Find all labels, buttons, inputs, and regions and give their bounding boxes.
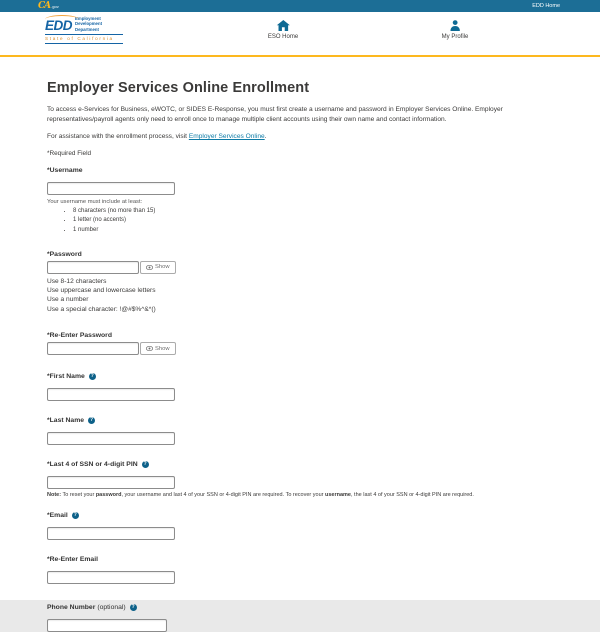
ca-gov-logo-ca: CA xyxy=(38,0,51,11)
password-label: *Password xyxy=(47,250,82,258)
assistance-prefix: For assistance with the enrollment process, visit xyxy=(47,133,189,141)
password-show-button[interactable] xyxy=(140,261,176,274)
ssn-pin-group xyxy=(47,461,553,498)
edd-logo-line-2: Development xyxy=(75,21,102,27)
username-rule: • 1 letter (no accents) xyxy=(73,217,553,223)
edd-logo-divider-top xyxy=(45,34,123,35)
employer-services-online-link[interactable]: Employer Services Online xyxy=(188,133,265,141)
ssn-pin-input[interactable] xyxy=(47,476,175,489)
username-label: *Username xyxy=(47,166,83,174)
email-label: *Email xyxy=(47,512,68,520)
phone-help-icon[interactable]: ? xyxy=(131,604,135,611)
person-icon xyxy=(449,20,460,31)
ssn-note-text: , your username and last 4 of your SSN or 4-digit PIN are required. To recover your xyxy=(121,492,325,499)
username-rules-intro: Your username must include at least: xyxy=(47,198,143,205)
first-name-group xyxy=(47,373,553,401)
reenter-password-group xyxy=(47,332,553,355)
edd-logo-acronym: EDD xyxy=(45,17,73,33)
last-name-group xyxy=(47,417,553,445)
phone-label-optional: (optional) xyxy=(97,604,126,612)
reenter-password-label: *Re-Enter Password xyxy=(47,332,112,340)
username-rule: • 1 number xyxy=(73,227,553,233)
edd-logo-line-1: Employment xyxy=(75,16,101,21)
edd-logo-tagline: State of California xyxy=(45,36,114,42)
reenter-password-input[interactable] xyxy=(47,342,139,355)
ssn-note-text: To reset your xyxy=(61,492,96,499)
ssn-pin-note xyxy=(47,492,553,498)
edd-logo-lines xyxy=(75,16,102,32)
ssn-note-bold: password xyxy=(95,492,122,499)
main-content xyxy=(0,57,600,632)
password-rule: Use 8-12 characters xyxy=(47,277,107,285)
ssn-pin-label: *Last 4 of SSN or 4-digit PIN xyxy=(47,461,138,469)
nav-eso-home[interactable] xyxy=(268,20,298,40)
password-rule: Use a number xyxy=(47,296,89,304)
ssn-note-bold: Note: xyxy=(47,492,62,499)
reenter-password-show-button[interactable] xyxy=(140,342,176,355)
username-group xyxy=(47,167,553,233)
site-header xyxy=(0,12,600,57)
required-field-note: *Required Field xyxy=(47,149,92,157)
password-rule: Use uppercase and lowercase letters xyxy=(47,287,156,294)
edd-logo-divider-bottom xyxy=(45,43,123,44)
first-name-label: *First Name xyxy=(47,373,85,381)
phone-group xyxy=(47,604,553,632)
eye-icon xyxy=(146,265,153,270)
first-name-input[interactable] xyxy=(47,388,175,401)
home-icon xyxy=(277,20,290,31)
last-name-input[interactable] xyxy=(47,432,175,445)
phone-input[interactable] xyxy=(47,619,167,632)
intro-paragraph: To access e-Services for Business, eWOTC, or SIDES E-Response, you must first create a username and password in Employer Services Online. Employer representatives/payroll agents only need to enroll once to manage multiple client accounts using their own name and contact information. xyxy=(47,106,503,123)
password-group xyxy=(47,251,553,314)
first-name-help-icon[interactable]: ? xyxy=(90,373,94,380)
password-rule: Use a special character: !@#$%^&*() xyxy=(47,305,156,313)
reenter-email-group xyxy=(47,556,553,584)
assistance-line xyxy=(47,132,553,142)
ca-gov-logo[interactable] xyxy=(38,2,59,11)
last-name-label: *Last Name xyxy=(47,417,85,425)
password-input[interactable] xyxy=(47,261,139,274)
utility-bar xyxy=(0,0,600,12)
reenter-email-label: *Re-Enter Email xyxy=(47,556,98,564)
edd-home-link[interactable]: EDD Home xyxy=(532,3,560,9)
nav-my-profile-label: My Profile xyxy=(441,34,469,40)
ssn-note-bold: username xyxy=(325,492,351,499)
email-help-icon[interactable]: ? xyxy=(73,512,77,519)
reenter-email-input[interactable] xyxy=(47,571,175,584)
edd-logo[interactable] xyxy=(45,16,125,44)
eye-icon xyxy=(146,346,153,351)
phone-label: Phone Number xyxy=(47,604,96,612)
email-input[interactable] xyxy=(47,527,175,540)
nav-my-profile[interactable] xyxy=(442,20,469,40)
assistance-suffix: . xyxy=(264,133,267,141)
page-title: Employer Services Online Enrollment xyxy=(47,80,310,96)
username-rule: • 8 characters (no more than 15) xyxy=(73,208,553,214)
email-group xyxy=(47,512,553,540)
edd-logo-swoosh xyxy=(45,15,79,24)
username-rules-list xyxy=(47,208,553,233)
edd-logo-line-3: Department xyxy=(75,26,99,32)
ssn-pin-help-icon[interactable]: ? xyxy=(143,461,147,468)
nav-eso-home-label: ESO Home xyxy=(267,34,299,40)
reenter-password-show-label: Show xyxy=(155,345,170,352)
username-input[interactable] xyxy=(47,182,175,195)
last-name-help-icon[interactable]: ? xyxy=(90,417,94,424)
ca-gov-logo-gov: .gov xyxy=(51,3,59,9)
ssn-note-text: , the last 4 of your SSN or 4-digit PIN are required. xyxy=(351,492,474,499)
password-show-label: Show xyxy=(155,264,170,271)
